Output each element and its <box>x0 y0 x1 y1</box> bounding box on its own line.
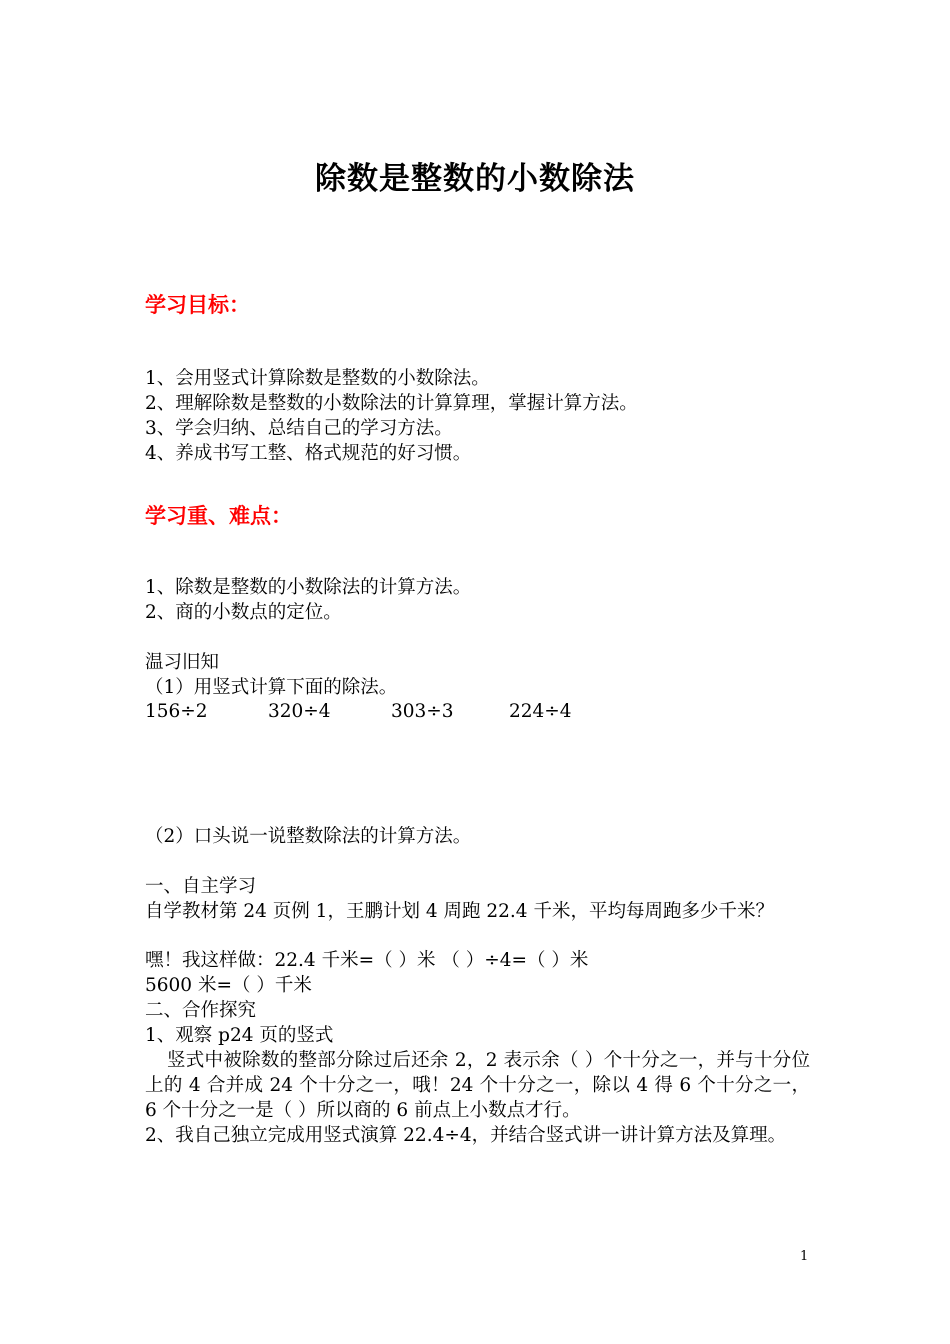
self-study-line: 5600 米=（ ）千米 <box>145 975 312 996</box>
division-problem: 320÷4 <box>268 701 331 722</box>
key-point-item: 2、商的小数点的定位。 <box>145 602 342 623</box>
explore-paragraph: 竖式中被除数的整部分除过后还余 2，2 表示余（ ）个十分之一，并与十分位上的 4 合并成 24 个十分之一，哦！24 个十分之一，除以 4 得 6 个十分之一，6 个十分之一是（ ）所以商的 6 前点上小数点才行。 <box>145 1050 810 1121</box>
explore-paragraph: 2、我自己独立完成用竖式演算 22.4÷4，并结合竖式讲一讲计算方法及算理。 <box>145 1125 787 1146</box>
key-point-item: 1、除数是整数的小数除法的计算方法。 <box>145 577 472 598</box>
explore-heading: 二、合作探究 <box>145 1000 257 1021</box>
review-heading: 温习旧知 <box>145 652 220 673</box>
division-problem: 156÷2 <box>145 701 208 722</box>
self-study-line: 嘿！我这样做：22.4 千米=（ ）米 （ ）÷4=（ ）米 <box>145 950 589 971</box>
division-problem: 303÷3 <box>391 701 454 722</box>
review-question-1: （1）用竖式计算下面的除法。 <box>145 677 398 698</box>
goal-item: 2、理解除数是整数的小数除法的计算算理，掌握计算方法。 <box>145 393 638 414</box>
self-study-heading: 一、自主学习 <box>145 876 257 897</box>
goal-item: 4、养成书写工整、格式规范的好习惯。 <box>145 443 472 464</box>
explore-item: 1、观察 p24 页的竖式 <box>145 1025 334 1046</box>
key-points-heading: 学习重、难点： <box>145 504 292 528</box>
page-title: 除数是整数的小数除法 <box>315 161 635 197</box>
self-study-text: 自学教材第 24 页例 1，王鹏计划 4 周跑 22.4 千米，平均每周跑多少千米？ <box>145 901 774 922</box>
review-question-2: （2）口头说一说整数除法的计算方法。 <box>145 826 472 847</box>
division-problem: 224÷4 <box>509 701 572 722</box>
page-number: 1 <box>800 1249 809 1264</box>
goal-item: 3、学会归纳、总结自己的学习方法。 <box>145 418 453 439</box>
goals-heading: 学习目标： <box>145 293 250 317</box>
goal-item: 1、会用竖式计算除数是整数的小数除法。 <box>145 368 490 389</box>
